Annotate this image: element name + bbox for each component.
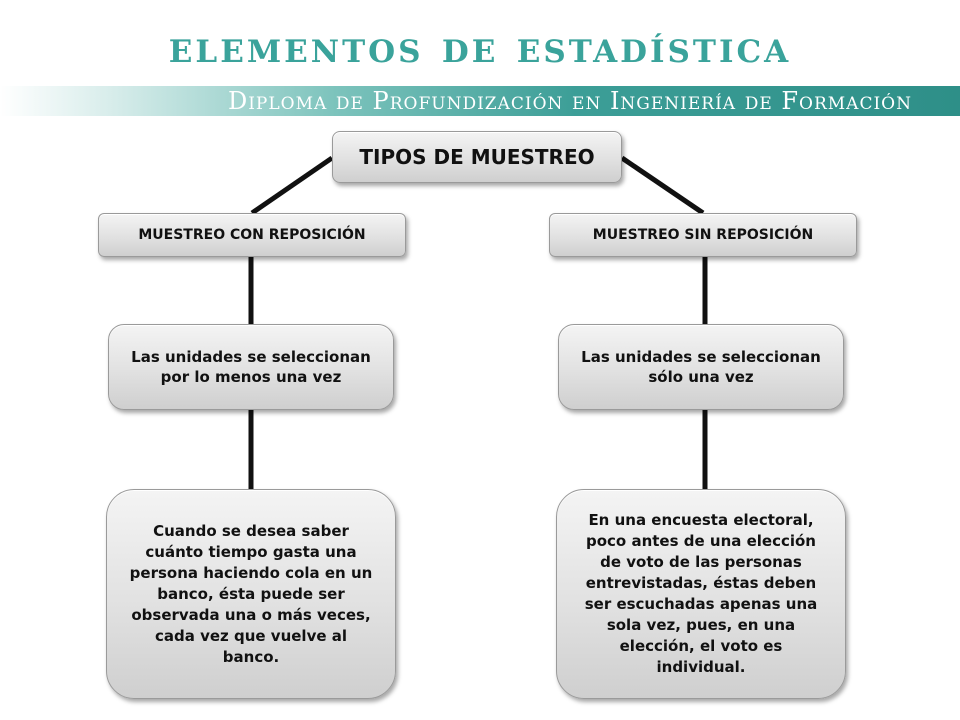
page-subtitle: Diploma de Profundización en Ingeniería de Formación	[227, 87, 912, 115]
connector-root-left	[252, 158, 332, 213]
example-con-reposicion: Cuando se desea saber cuánto tiempo gasta una persona haciendo cola en un banco, ésta puede ser observada una o más veces, cada vez que vuelve al banco.	[106, 489, 396, 699]
heading-sin-reposicion: MUESTREO SIN REPOSICIÓN	[549, 213, 857, 257]
description-con-reposicion: Las unidades se seleccionan por lo menos una vez	[108, 324, 394, 410]
connector-root-right	[622, 158, 703, 213]
description-sin-reposicion: Las unidades se seleccionan sólo una vez	[558, 324, 844, 410]
root-node: TIPOS DE MUESTREO	[332, 131, 622, 183]
page-title: elementos de estadística	[168, 22, 792, 73]
example-sin-reposicion: En una encuesta electoral, poco antes de una elección de voto de las personas entrevistadas, éstas deben ser escuchadas apenas una sola vez, pues, en una elección, el voto es individual.	[556, 489, 846, 699]
heading-con-reposicion: MUESTREO CON REPOSICIÓN	[98, 213, 406, 257]
